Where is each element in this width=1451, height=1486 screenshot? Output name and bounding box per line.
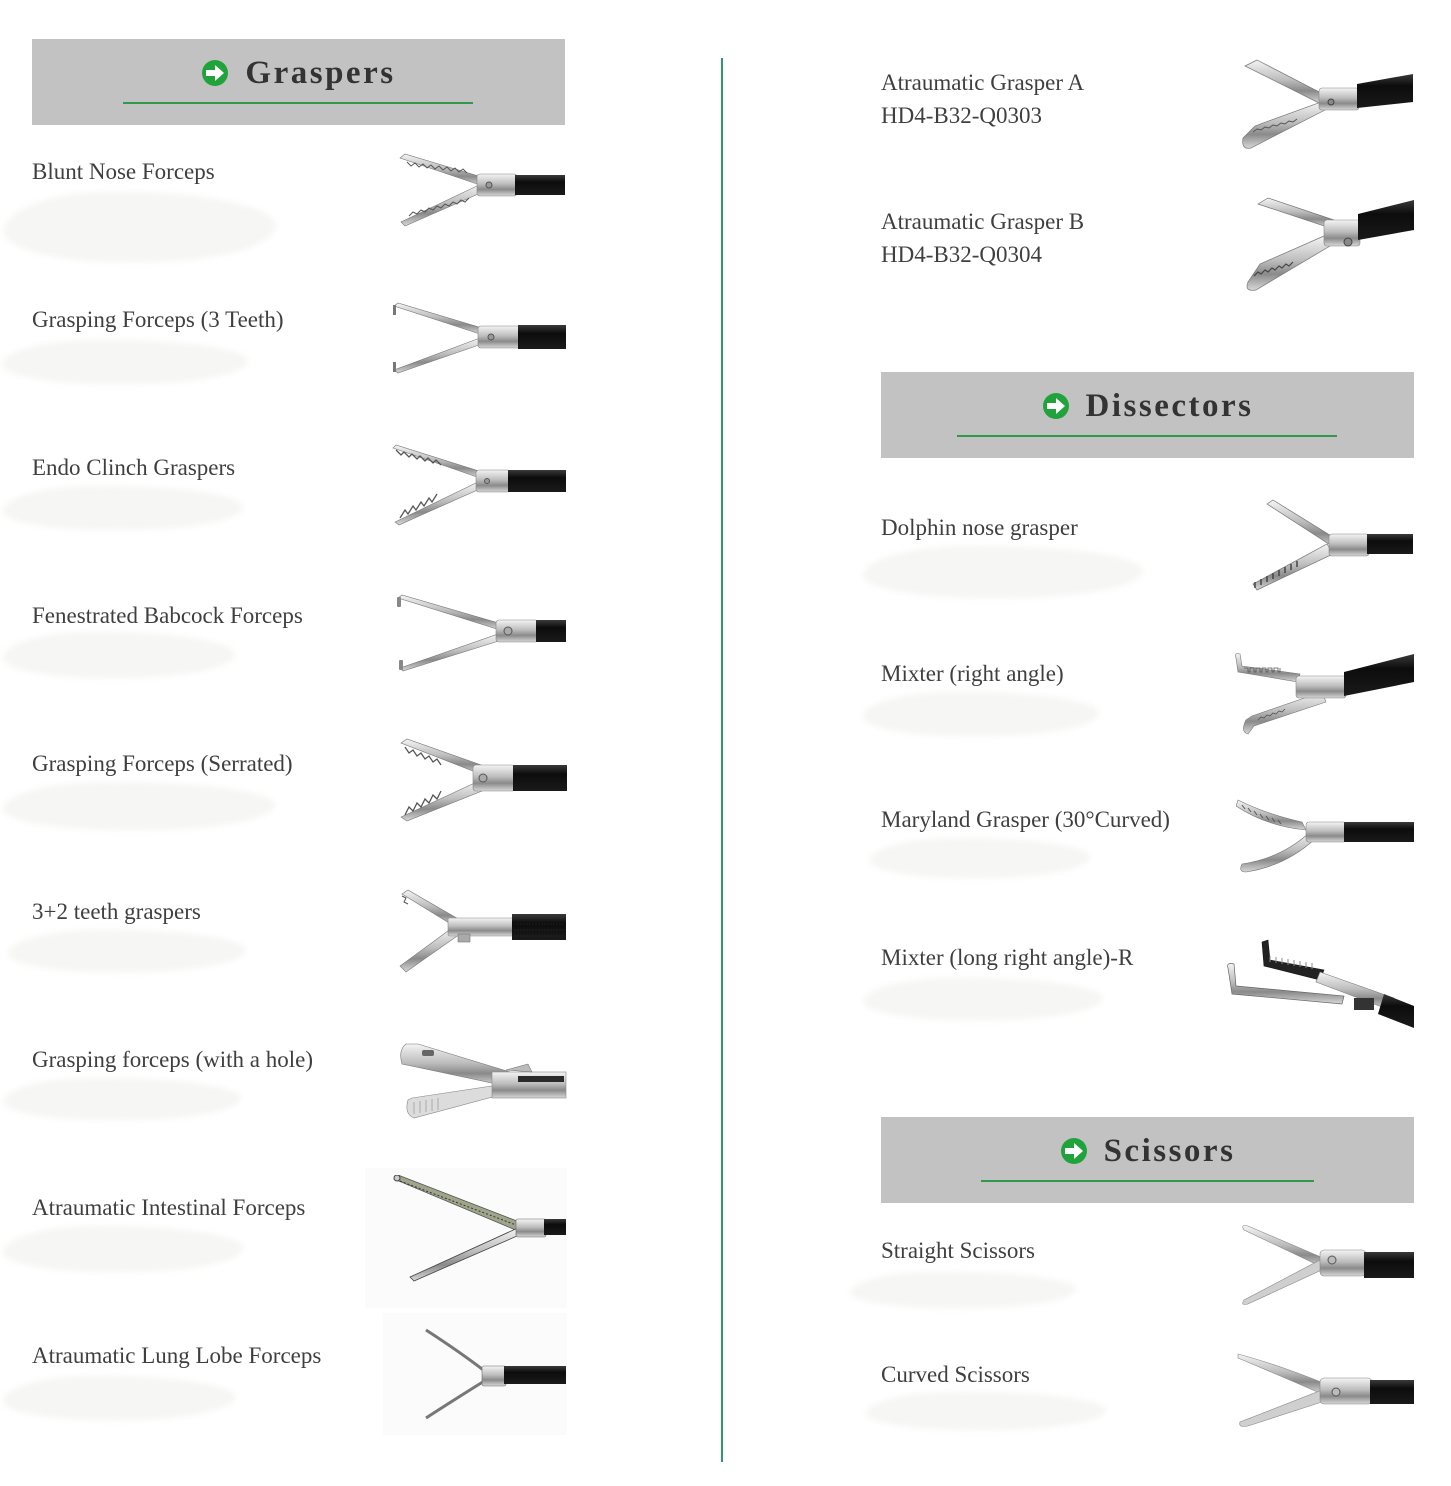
- mixter-right-angle-image: [1230, 650, 1415, 742]
- green-right-arrow-circle-icon: [1042, 392, 1070, 420]
- grasping-forceps-with-hole-image: [398, 1040, 567, 1120]
- smudge-mark: [863, 978, 1103, 1020]
- blunt-nose-forceps-image: [395, 150, 567, 230]
- product-label: Atraumatic Grasper B: [881, 209, 1085, 234]
- smudge-mark: [3, 632, 235, 678]
- atraumatic-grasper-b-image: [1238, 190, 1415, 294]
- dolphin-nose-grasper-image: [1245, 496, 1415, 596]
- product-label: Grasping Forceps (3 Teeth): [32, 307, 284, 332]
- green-right-arrow-circle-icon: [1060, 1137, 1088, 1165]
- smudge-mark: [870, 838, 1090, 878]
- product-label: Atraumatic Lung Lobe Forceps: [32, 1343, 322, 1368]
- smudge-mark: [4, 192, 276, 262]
- product-label: 3+2 teeth graspers: [32, 899, 201, 924]
- smudge-mark: [863, 692, 1099, 736]
- product-label: Maryland Grasper (30°Curved): [881, 807, 1170, 832]
- product-label: Dolphin nose grasper: [881, 515, 1078, 540]
- smudge-mark: [3, 486, 243, 530]
- product-label: Grasping forceps (with a hole): [32, 1047, 314, 1072]
- grasping-forceps-3-teeth-image: [390, 300, 567, 378]
- product-label: Endo Clinch Graspers: [32, 455, 236, 480]
- smudge-mark: [3, 782, 275, 830]
- mixter-long-right-angle-r-image: [1224, 938, 1415, 1028]
- product-code: HD4-B32-Q0303: [881, 103, 1042, 128]
- smudge-mark: [866, 1392, 1106, 1430]
- atraumatic-intestinal-forceps-image: [390, 1175, 567, 1285]
- grasping-forceps-serrated-image: [395, 735, 567, 825]
- atraumatic-lung-lobe-forceps-image: [420, 1328, 567, 1422]
- smudge-mark: [850, 1272, 1076, 1308]
- smudge-mark: [3, 1078, 241, 1120]
- section-title: Scissors: [1103, 1132, 1236, 1169]
- smudge-mark: [3, 1376, 235, 1420]
- smudge-mark: [2, 340, 248, 384]
- product-label: Atraumatic Intestinal Forceps: [32, 1195, 306, 1220]
- straight-scissors-image: [1236, 1220, 1415, 1310]
- curved-scissors-image: [1236, 1350, 1415, 1430]
- section-title: Graspers: [245, 54, 396, 91]
- smudge-mark: [8, 930, 246, 972]
- product-label: Fenestrated Babcock Forceps: [32, 603, 303, 628]
- graspers-section-header: [32, 39, 565, 125]
- atraumatic-grasper-a-image: [1235, 58, 1415, 156]
- product-label: Curved Scissors: [881, 1362, 1030, 1387]
- product-label: Atraumatic Grasper A: [881, 70, 1085, 95]
- fenestrated-babcock-forceps-image: [394, 592, 567, 674]
- dissectors-section-header: [881, 372, 1414, 458]
- endo-clinch-graspers-image: [390, 440, 567, 528]
- section-underline: [957, 435, 1337, 437]
- product-code: HD4-B32-Q0304: [881, 242, 1042, 267]
- section-title: Dissectors: [1085, 387, 1254, 424]
- section-underline: [981, 1180, 1314, 1182]
- maryland-grasper-30-curved-image: [1236, 796, 1415, 878]
- smudge-mark: [3, 1226, 243, 1272]
- smudge-mark: [863, 546, 1143, 598]
- column-divider: [721, 58, 723, 1462]
- product-label: Grasping Forceps (Serrated): [32, 751, 293, 776]
- product-label: Mixter (long right angle)-R: [881, 945, 1134, 970]
- product-label: Blunt Nose Forceps: [32, 159, 215, 184]
- section-underline: [123, 102, 473, 104]
- product-label: Mixter (right angle): [881, 661, 1064, 686]
- 3-2-teeth-graspers-image: [398, 886, 567, 974]
- scissors-section-header: [881, 1117, 1414, 1203]
- product-label: Straight Scissors: [881, 1238, 1035, 1263]
- green-right-arrow-circle-icon: [201, 59, 229, 87]
